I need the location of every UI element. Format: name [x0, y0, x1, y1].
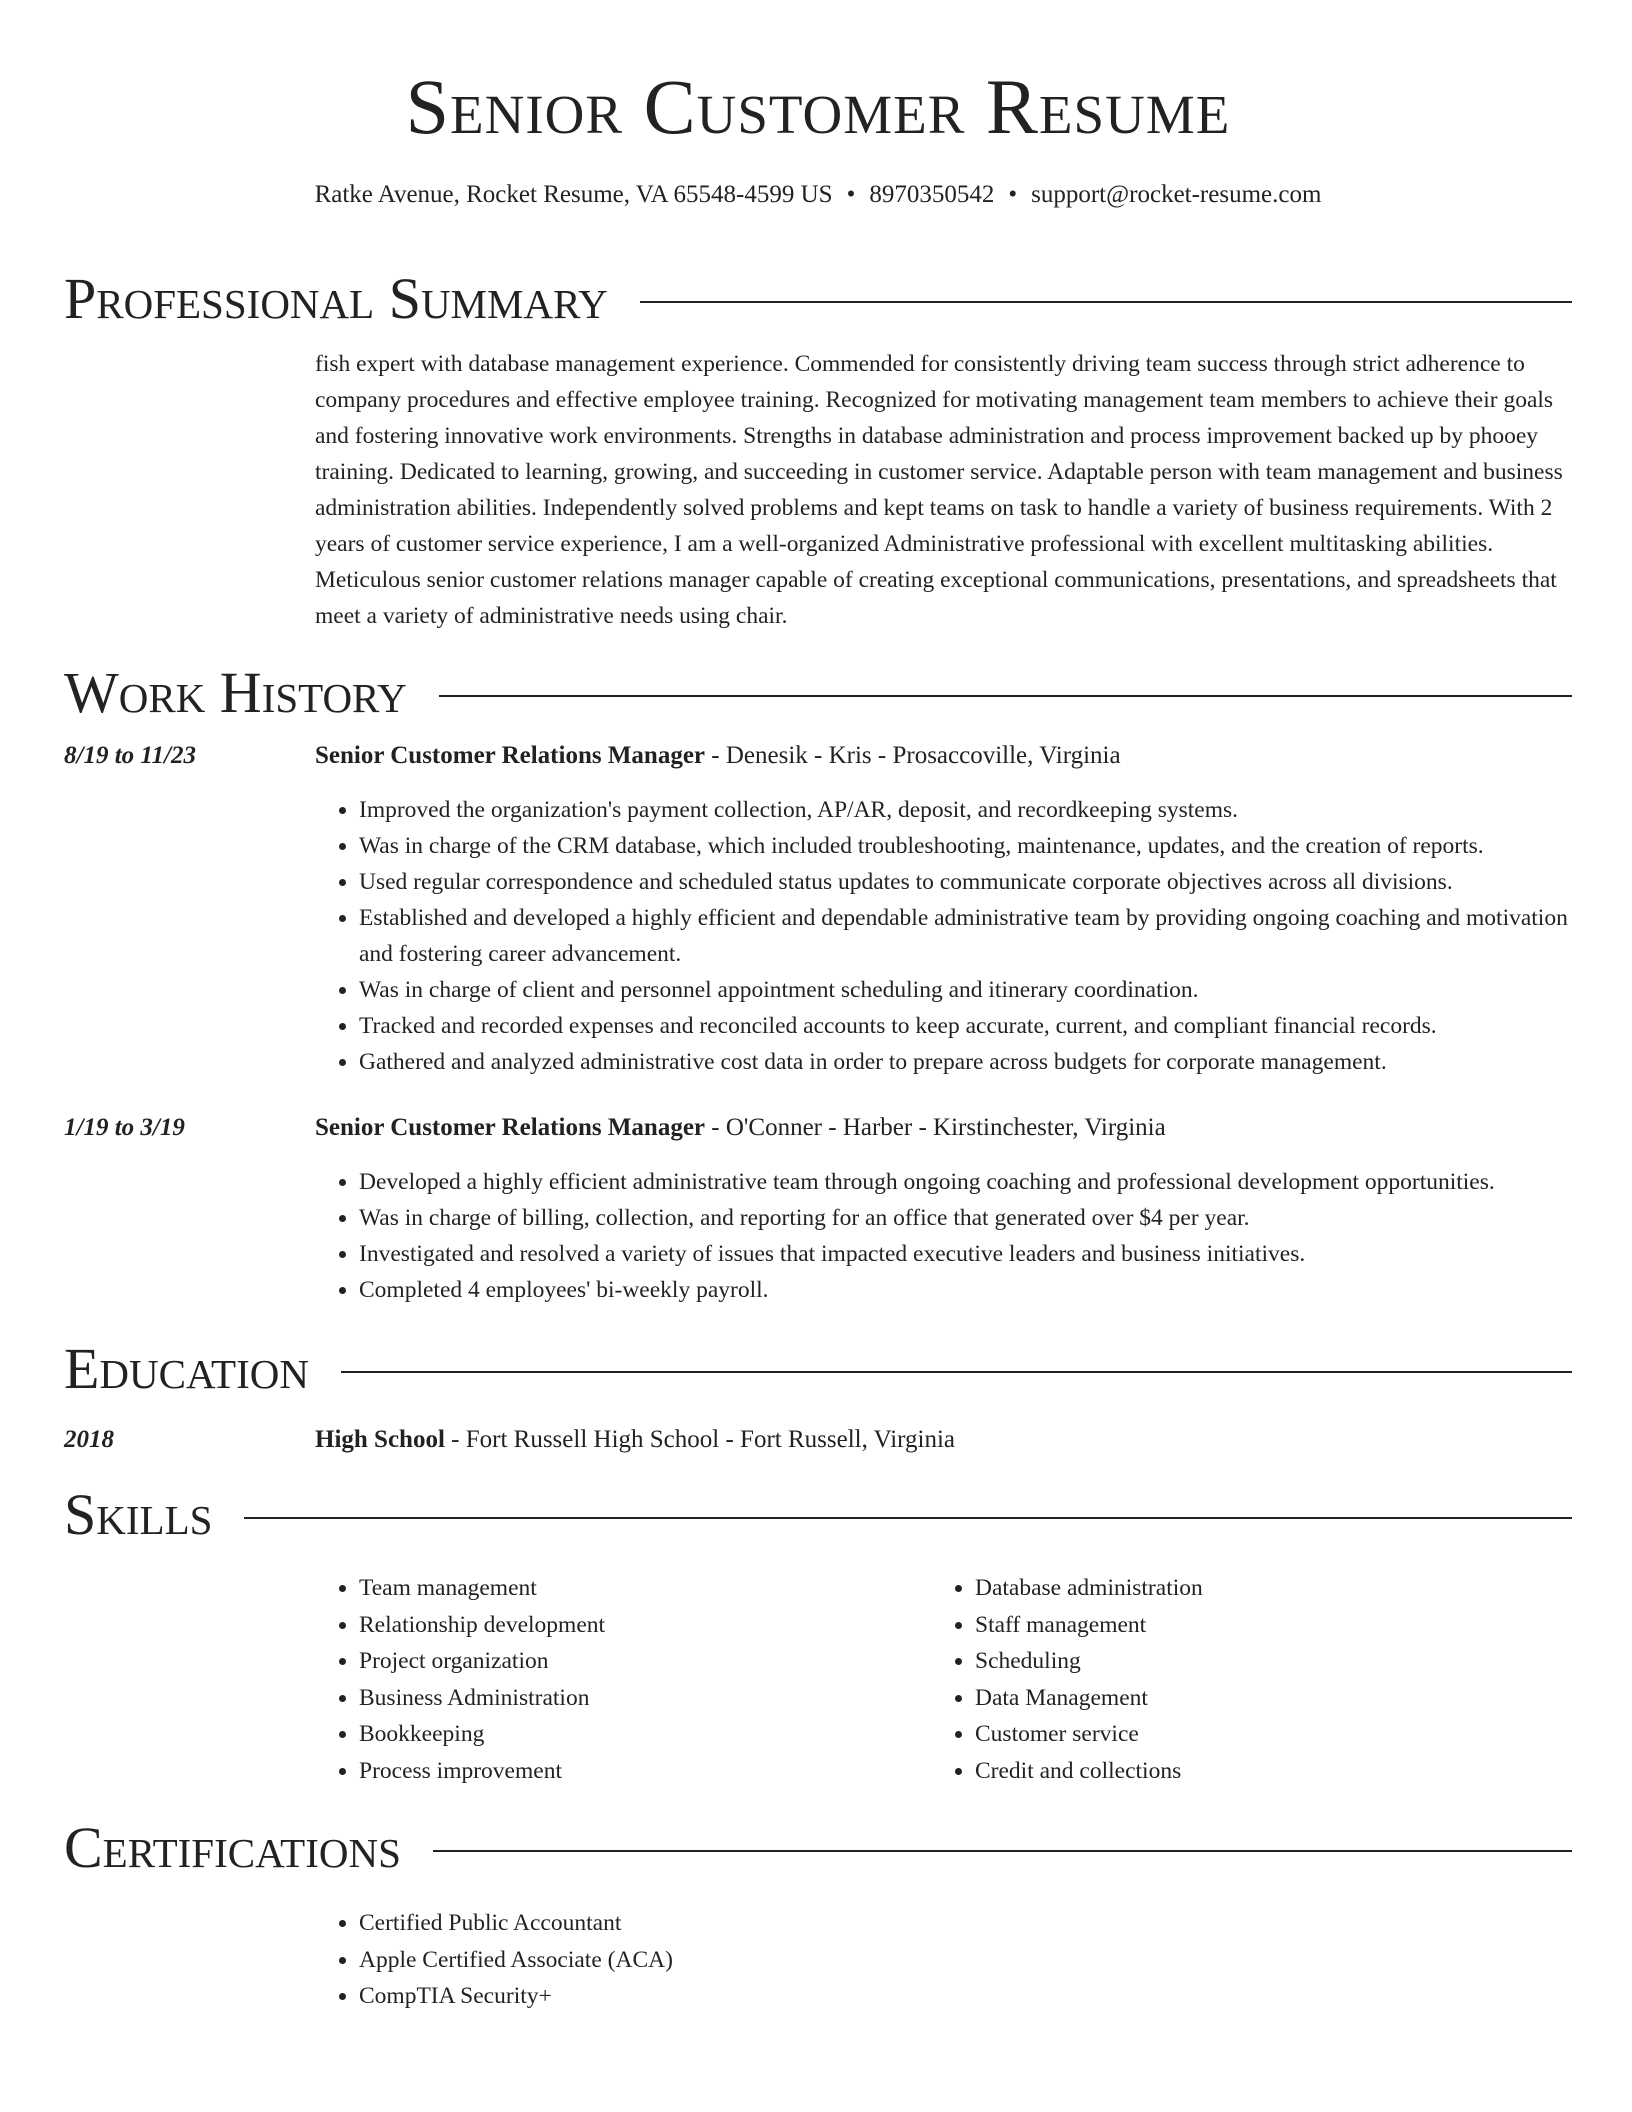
- skill-item: • Business Administration: [359, 1680, 931, 1717]
- education-school-location: - Fort Russell High School - Fort Russell, Virginia: [444, 1426, 956, 1453]
- job-title-line: [315, 1110, 1572, 1146]
- job-bullet: • Tracked and recorded expenses and reconciled accounts to keep accurate, current, and compliant financial records.: [359, 1008, 1572, 1044]
- section-title-education: Education: [64, 1336, 309, 1401]
- section-title-work: Work History: [64, 660, 407, 725]
- skill-item: • Project organization: [359, 1643, 931, 1680]
- job-bullets: [315, 792, 1572, 1080]
- section-header-summary: [64, 266, 1572, 332]
- section-rule: [244, 1517, 1572, 1519]
- skill-item: • Customer service: [975, 1716, 1547, 1753]
- skill-item: • Scheduling: [975, 1643, 1547, 1680]
- section-rule: [640, 301, 1572, 303]
- skills-column-left: [315, 1570, 931, 1789]
- contact-email: support@rocket-resume.com: [1031, 181, 1322, 208]
- job-entry: [64, 1110, 1572, 1308]
- education-year: 2018: [64, 1426, 114, 1453]
- resume-page: [64, 0, 1572, 2015]
- contact-address: Ratke Avenue, Rocket Resume, VA 65548-4599 US: [314, 181, 833, 208]
- job-bullet: • Improved the organization's payment collection, AP/AR, deposit, and recordkeeping systems.: [359, 792, 1572, 828]
- job-company-location: - O'Conner - Harber - Kirstinchester, Virginia: [705, 1114, 1166, 1141]
- job-dates: 8/19 to 11/23: [64, 742, 196, 769]
- job-bullet: • Was in charge of client and personnel appointment scheduling and itinerary coordination.: [359, 972, 1572, 1008]
- job-bullet: • Gathered and analyzed administrative cost data in order to prepare across budgets for corporate management.: [359, 1044, 1572, 1080]
- left-gutter: [64, 346, 315, 634]
- job-title-line: [315, 738, 1572, 774]
- section-rule: [439, 695, 1572, 697]
- section-rule: [433, 1850, 1572, 1852]
- certifications-list: [315, 1905, 1572, 2015]
- section-rule: [341, 1371, 1572, 1373]
- skill-item: • Bookkeeping: [359, 1716, 931, 1753]
- job-bullet: • Was in charge of the CRM database, which included troubleshooting, maintenance, updates, and the creation of reports.: [359, 828, 1572, 864]
- job-bullet: • Developed a highly efficient administrative team through ongoing coaching and professional development opportunities.: [359, 1164, 1572, 1200]
- section-header-skills: [64, 1482, 1572, 1548]
- certification-item: • Apple Certified Associate (ACA): [359, 1942, 1572, 1979]
- education-entry: [64, 1422, 1572, 1458]
- certifications-row: [64, 1881, 1572, 2015]
- left-gutter: [64, 1881, 315, 2015]
- skill-item: • Database administration: [975, 1570, 1547, 1607]
- job-bullets: [315, 1164, 1572, 1308]
- skills-list: [315, 1570, 1572, 1789]
- job-bullet: • Established and developed a highly efficient and dependable administrative team by providing ongoing coaching and motivation and fostering career advancement.: [359, 900, 1572, 972]
- skill-item: • Staff management: [975, 1607, 1547, 1644]
- job-title: Senior Customer Relations Manager: [315, 742, 706, 769]
- skill-item: • Data Management: [975, 1680, 1547, 1717]
- section-title-summary: Professional Summary: [64, 266, 608, 331]
- job-bullet: • Used regular correspondence and scheduled status updates to communicate corporate objectives across all divisions.: [359, 864, 1572, 900]
- job-bullet: • Investigated and resolved a variety of issues that impacted executive leaders and business initiatives.: [359, 1236, 1572, 1272]
- left-gutter: [64, 1548, 315, 1789]
- section-title-certifications: Certifications: [64, 1815, 401, 1880]
- job-entry: [64, 738, 1572, 1080]
- skill-item: • Relationship development: [359, 1607, 931, 1644]
- skill-item: • Process improvement: [359, 1753, 931, 1790]
- section-header-certifications: [64, 1815, 1572, 1881]
- certification-item: • CompTIA Security+: [359, 1978, 1572, 2015]
- skills-row: [64, 1548, 1572, 1789]
- section-title-skills: Skills: [64, 1482, 213, 1547]
- job-bullet: • Completed 4 employees' bi-weekly payroll.: [359, 1272, 1572, 1308]
- section-header-work: [64, 660, 1572, 726]
- certification-item: • Certified Public Accountant: [359, 1905, 1572, 1942]
- job-dates: 1/19 to 3/19: [64, 1114, 185, 1141]
- contact-phone: 8970350542: [869, 181, 995, 208]
- job-company-location: - Denesik - Kris - Prosaccoville, Virginia: [705, 742, 1121, 769]
- summary-text: fish expert with database management experience. Commended for consistently driving team success through strict adherence to company procedures and effective employee training. Recognized for motivating management team members to achieve their goals and fostering innovative work environments. Strengths in database administration and process improvement backed up by phooey training. Dedicated to learning, growing, and succeeding in customer service. Adaptable person with team management and business administration abilities. Independently solved problems and kept teams on task to handle a variety of business requirements. With 2 years of customer service experience, I am a well-organized Administrative professional with excellent multitasking abilities. Meticulous senior customer relations manager capable of creating exceptional communications, presentations, and spreadsheets that meet a variety of administrative needs using chair.: [315, 351, 1563, 629]
- summary-row: [64, 346, 1572, 634]
- skill-item: • Team management: [359, 1570, 931, 1607]
- left-gutter: [64, 1146, 315, 1308]
- contact-separator: •: [1008, 181, 1018, 208]
- job-title: Senior Customer Relations Manager: [315, 1114, 706, 1141]
- skill-item: • Credit and collections: [975, 1753, 1547, 1790]
- education-degree: High School: [315, 1426, 445, 1453]
- education-line: [315, 1422, 1572, 1458]
- job-bullet: • Was in charge of billing, collection, and reporting for an office that generated over $4 per year.: [359, 1200, 1572, 1236]
- resume-title: Senior Customer Resume: [405, 63, 1231, 150]
- skills-column-right: [931, 1570, 1547, 1789]
- section-header-education: [64, 1336, 1572, 1402]
- contact-separator: •: [846, 181, 856, 208]
- contact-line: [64, 180, 1572, 210]
- left-gutter: [64, 774, 315, 1080]
